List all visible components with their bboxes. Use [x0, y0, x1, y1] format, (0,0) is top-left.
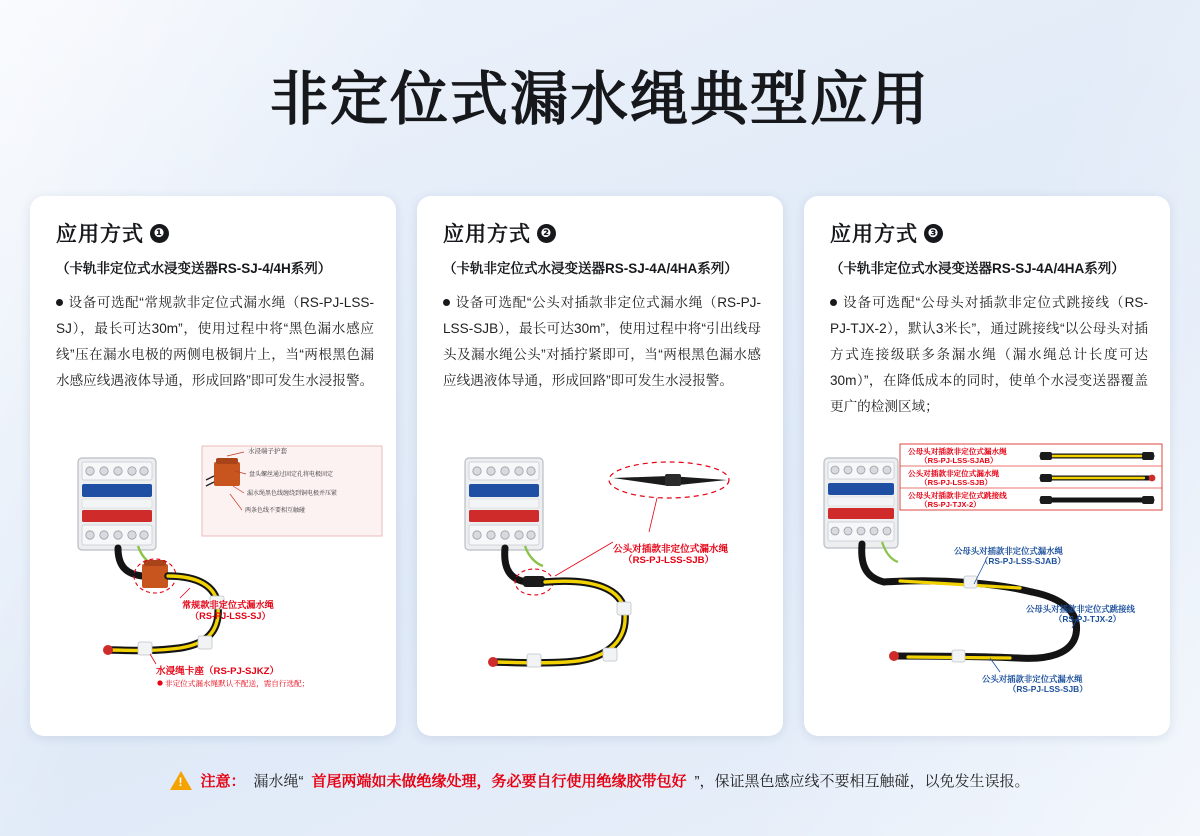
card-1-illustration [30, 436, 396, 736]
card-1-rope-label-line2: （RS-PJ-LSS-SJ） [190, 611, 271, 621]
warning-triangle-icon [170, 771, 192, 790]
card-2-rope-label-line1: 公头对插款非定位式漏水绳 [613, 544, 729, 555]
card-3-illustration [804, 436, 1170, 736]
legend-1-line1: 公母头对插款非定位式漏水绳 [908, 447, 1007, 456]
card-3-body [830, 290, 1148, 420]
legend-1-line2: （RS-PJ-LSS-SJAB） [920, 456, 998, 465]
card-1-subtitle: （卡轨非定位式水浸变送器RS-SJ-4/4H系列） [56, 261, 332, 276]
card-3-callout-1-line2: （RS-PJ-LSS-SJAB） [980, 556, 1066, 566]
footer-note [30, 752, 1170, 808]
legend-3-line1: 公母头对插款非定位式跳接线 [908, 491, 1007, 500]
card-application-3 [804, 196, 1170, 736]
card-3-body-text: 设备可选配“公母头对插款非定位式跳接线（RS-PJ-TJX-2），默认3米长”，通过跳接线“以公母头对插方式连接级联多条漏水绳（漏水绳总计长度可达30m）”，在降低成本的同时，使单个水浸变送器覆盖更广的检测区域； [830, 295, 1148, 414]
card-2-heading: 应用方式 [443, 223, 531, 246]
card-3-callout-1-line1: 公母头对插款非定位式漏水绳 [954, 546, 1063, 556]
card-2-badge: ❷ [537, 224, 556, 243]
card-2-header [443, 218, 763, 277]
card-3-callout-3-line1: 公头对插款非定位式漏水绳 [982, 674, 1083, 684]
footer-note-text2: ”，保证黑色感应线不要相互触碰，以免发生误报。 [694, 772, 1030, 790]
card-1-badge: ❶ [150, 224, 169, 243]
bullet-dot-icon [56, 299, 63, 306]
inset-label-3: 漏水绳黑色线缠绕到铜电极并压紧 [247, 491, 338, 497]
card-2-body [443, 290, 761, 394]
inset-label-2: 盘头螺丝通过固定孔将电极固定 [249, 472, 334, 478]
bullet-dot-icon [443, 299, 450, 306]
device-module-icon [78, 458, 156, 550]
inset-label-1: 水浸端子护套 [248, 448, 287, 455]
card-application-1 [30, 196, 396, 736]
card-1-header [56, 218, 376, 277]
page-title: 非定位式漏水绳典型应用 [269, 65, 930, 133]
card-3-callout-2-line2: （RS-PJ-TJX-2） [1054, 614, 1122, 624]
card-3-header [830, 218, 1150, 277]
water-terminal-icon [142, 564, 168, 588]
cards-container [30, 196, 1170, 736]
card-1-holder-label: 水浸绳卡座（RS-PJ-SJKZ） [156, 666, 280, 677]
device-module-icon [824, 458, 898, 548]
card-3-subtitle: （卡轨非定位式水浸变送器RS-SJ-4A/4HA系列） [830, 261, 1125, 276]
card-2-subtitle: （卡轨非定位式水浸变送器RS-SJ-4A/4HA系列） [443, 261, 738, 276]
card-2-illustration [417, 436, 783, 736]
footer-note-highlight: 首尾两端如未做绝缘处理，务必要自行使用绝缘胶带包好 [311, 772, 687, 790]
legend-2-line1: 公头对插款非定位式漏水绳 [908, 469, 1000, 478]
footer-note-text1: 漏水绳“ [253, 772, 304, 790]
rope-clip-icon [952, 576, 977, 662]
card-1-holder-note: 非定位式漏水绳默认不配送，需自行选配； [165, 679, 310, 688]
card-3-callout-3-line2: （RS-PJ-LSS-SJB） [1008, 684, 1088, 694]
legend-2-line2: （RS-PJ-LSS-SJB） [920, 478, 993, 487]
bullet-dot-icon [830, 299, 837, 306]
legend-3-line2: （RS-PJ-TJX-2） [920, 500, 981, 509]
card-application-2 [417, 196, 783, 736]
device-module-icon [465, 458, 543, 550]
male-connector-zoom-icon [609, 462, 729, 498]
footer-note-prefix: 注意： [200, 772, 246, 790]
inset-label-4: 两条色线不要相互触碰 [245, 508, 306, 514]
card-1-body-text: 设备可选配“常规款非定位式漏水绳（RS-PJ-LSS-SJ），最长可达30m”，使用过程中将“黑色漏水感应线”压在漏水电极的两侧电极铜片上，当“两根黑色漏水感应线遇液体导通，形成回路”即可发生水浸报警。 [56, 295, 374, 388]
card-1-heading: 应用方式 [56, 223, 144, 246]
card-3-badge: ❸ [924, 224, 943, 243]
card-1-body [56, 290, 374, 394]
card-2-rope-label-line2: （RS-PJ-LSS-SJB） [623, 555, 715, 566]
card-3-heading: 应用方式 [830, 223, 918, 246]
card-3-callout-2-line1: 公母头对插款非定位式跳接线 [1026, 604, 1135, 614]
card-1-rope-label-line1: 常规款非定位式漏水绳 [182, 600, 274, 610]
card-2-body-text: 设备可选配“公头对插款非定位式漏水绳（RS-PJ-LSS-SJB），最长可达30m”，使用过程中将“引出线母头及漏水绳公头”对插拧紧即可，当“两根黑色漏水感应线遇液体导通，形成回路”即可发生水浸报警。 [443, 295, 761, 388]
